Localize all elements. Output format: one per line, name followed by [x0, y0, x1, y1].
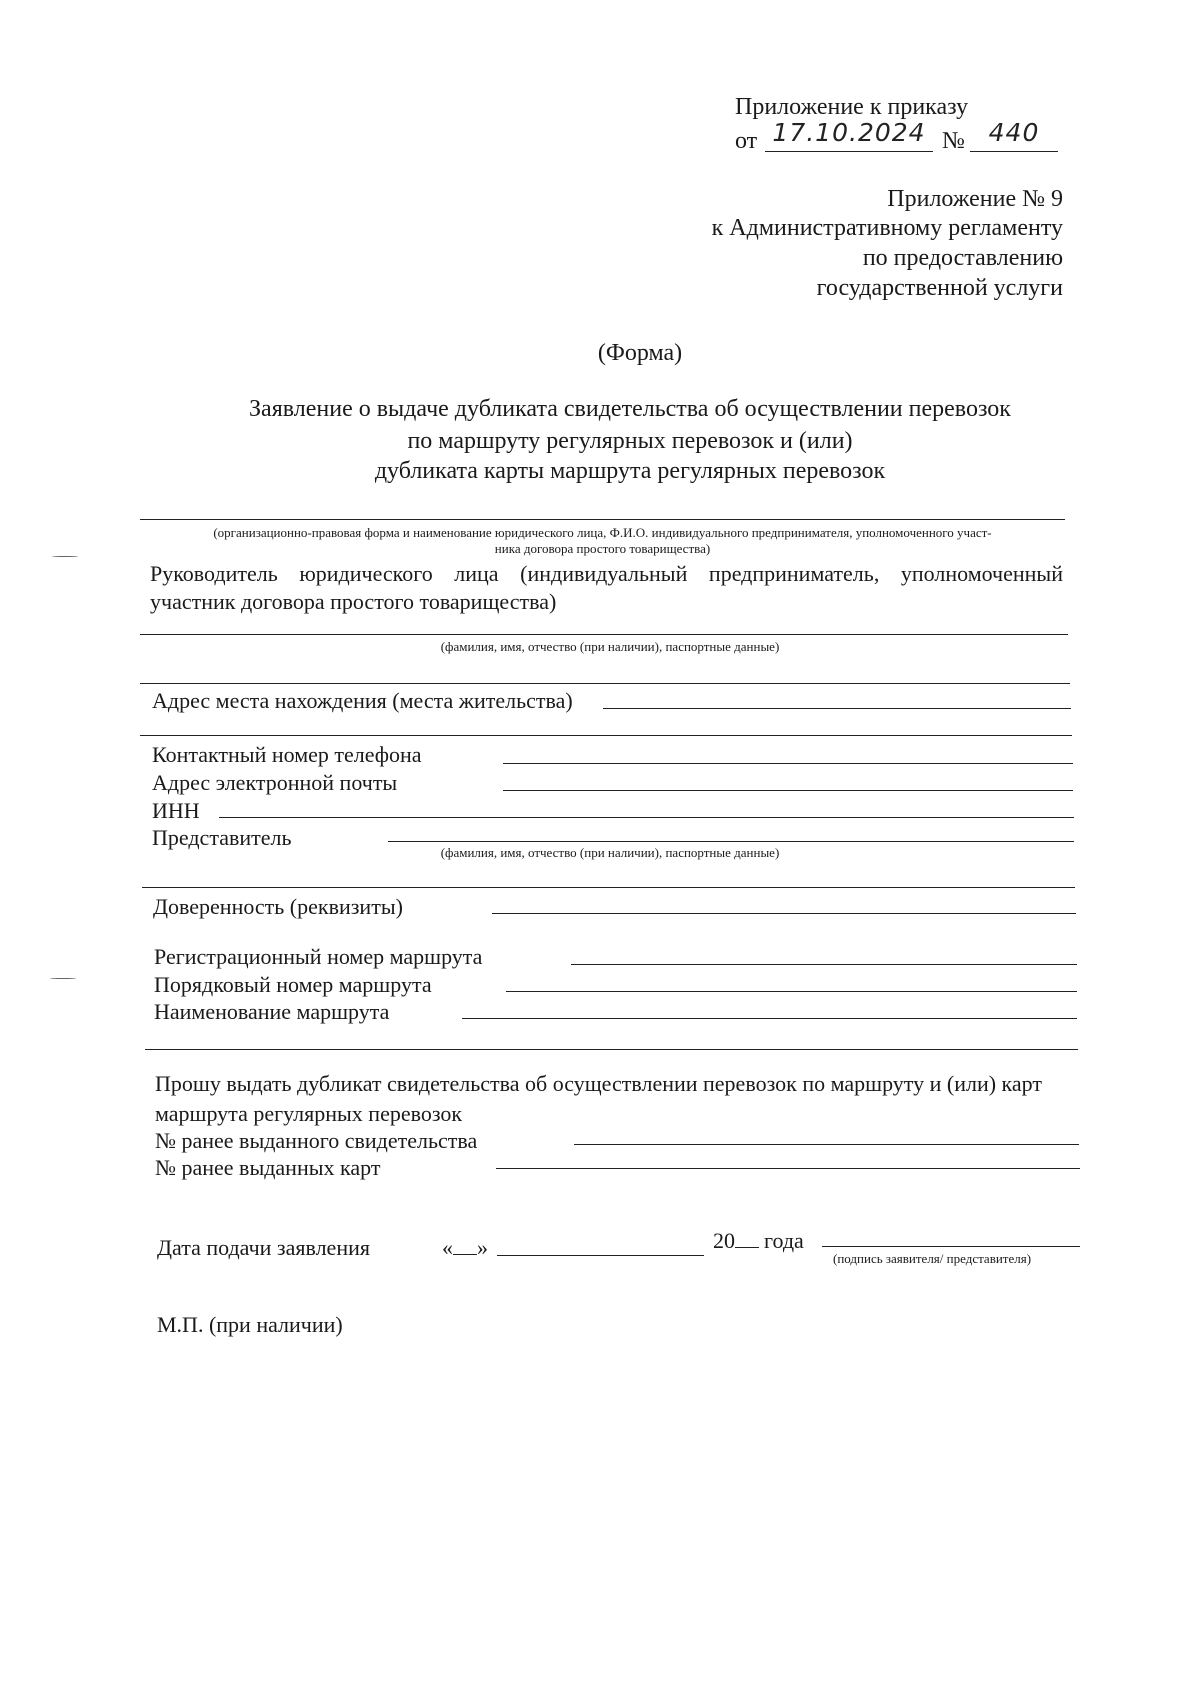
email-line[interactable]: [503, 790, 1073, 791]
representative-caption: (фамилия, имя, отчество (при наличии), паспортные данные): [440, 845, 780, 860]
order-date: 17.10.2024: [772, 118, 926, 147]
phone-label: Контактный номер телефона: [152, 742, 422, 767]
org-line: [140, 519, 1065, 520]
order-date-line: [765, 151, 933, 152]
representative-label: Представитель: [152, 825, 292, 850]
route-name-label: Наименование маршрута: [154, 999, 390, 1024]
route-reg-number-line[interactable]: [571, 964, 1077, 965]
signature-caption: (подпись заявителя/ представителя): [833, 1251, 1032, 1266]
email-label: Адрес электронной почты: [152, 770, 398, 795]
representative-line-2[interactable]: [142, 887, 1075, 888]
order-number-line: [970, 151, 1058, 152]
request-line-1: Прошу выдать дубликат свидетельства об осуществлении перевозок по маршруту и (или) карт: [155, 1071, 1042, 1096]
year-field[interactable]: [713, 1228, 759, 1254]
head-line-2[interactable]: [140, 683, 1070, 684]
prev-certificate-label: № ранее выданного свидетельства: [155, 1128, 478, 1153]
prev-cards-line[interactable]: [496, 1168, 1080, 1169]
day-blank[interactable]: [453, 1236, 477, 1255]
route-seq-number-label: Порядковый номер маршрута: [154, 972, 432, 997]
phone-line[interactable]: [503, 763, 1073, 764]
order-number-label: №: [942, 128, 965, 154]
date-label: Дата подачи заявления: [157, 1235, 370, 1260]
quote-open: «: [442, 1235, 453, 1260]
route-name-line[interactable]: [462, 1018, 1077, 1019]
inn-label: ИНН: [152, 798, 200, 823]
power-of-attorney-label: Доверенность (реквизиты): [153, 894, 403, 919]
title-line-1: Заявление о выдаче дубликата свидетельства об осуществлении перевозок: [249, 396, 1011, 422]
year-suffix: года: [764, 1228, 804, 1253]
annex-line-2: к Административному регламенту: [711, 215, 1063, 241]
year-blank[interactable]: [735, 1229, 759, 1248]
annex-line-3: по предоставлению: [862, 245, 1063, 271]
inn-line[interactable]: [219, 817, 1074, 818]
punch-mark-bottom: [50, 978, 76, 979]
head-line[interactable]: [140, 634, 1068, 635]
power-of-attorney-line[interactable]: [492, 913, 1076, 914]
signature-line[interactable]: [822, 1246, 1080, 1247]
order-title: Приложение к приказу: [735, 94, 969, 120]
title-line-2: по маршруту регулярных перевозок и (или): [407, 428, 853, 454]
title-line-3: дубликата карты маршрута регулярных перевозок: [374, 458, 886, 484]
org-caption-2: ника договора простого товарищества): [494, 541, 711, 556]
address-label: Адрес места нахождения (места жительства): [152, 688, 573, 713]
prev-certificate-line[interactable]: [574, 1144, 1079, 1145]
quote-close: »: [477, 1235, 488, 1260]
annex-line-1: Приложение № 9: [887, 186, 1063, 212]
address-line-2[interactable]: [140, 735, 1072, 736]
representative-line[interactable]: [388, 841, 1074, 842]
order-number: 440: [988, 118, 1040, 147]
day-field[interactable]: [442, 1235, 488, 1261]
head-label-line-2: участник договора простого товарищества): [150, 589, 557, 614]
address-line[interactable]: [603, 708, 1071, 709]
route-seq-number-line[interactable]: [506, 991, 1077, 992]
org-caption-1: (организационно-правовая форма и наименование юридического лица, Ф.И.О. индивидуального предпринимателя, уполномоченного участ-: [213, 525, 992, 540]
head-label-line-1: Руководитель юридического лица (индивидуальный предприниматель, уполномоченный: [150, 561, 1063, 586]
head-caption: (фамилия, имя, отчество (при наличии), паспортные данные): [440, 639, 780, 654]
month-line[interactable]: [497, 1255, 704, 1256]
annex-line-4: государственной услуги: [816, 275, 1063, 301]
stamp-label: М.П. (при наличии): [157, 1312, 343, 1337]
order-from-label: от: [735, 128, 758, 154]
route-name-line-2[interactable]: [145, 1049, 1078, 1050]
route-reg-number-label: Регистрационный номер маршрута: [154, 944, 483, 969]
request-line-2: маршрута регулярных перевозок: [155, 1101, 463, 1126]
year-prefix: 20: [713, 1228, 735, 1253]
form-label: (Форма): [597, 340, 683, 366]
prev-cards-label: № ранее выданных карт: [155, 1155, 381, 1180]
punch-mark-top: [52, 556, 78, 557]
